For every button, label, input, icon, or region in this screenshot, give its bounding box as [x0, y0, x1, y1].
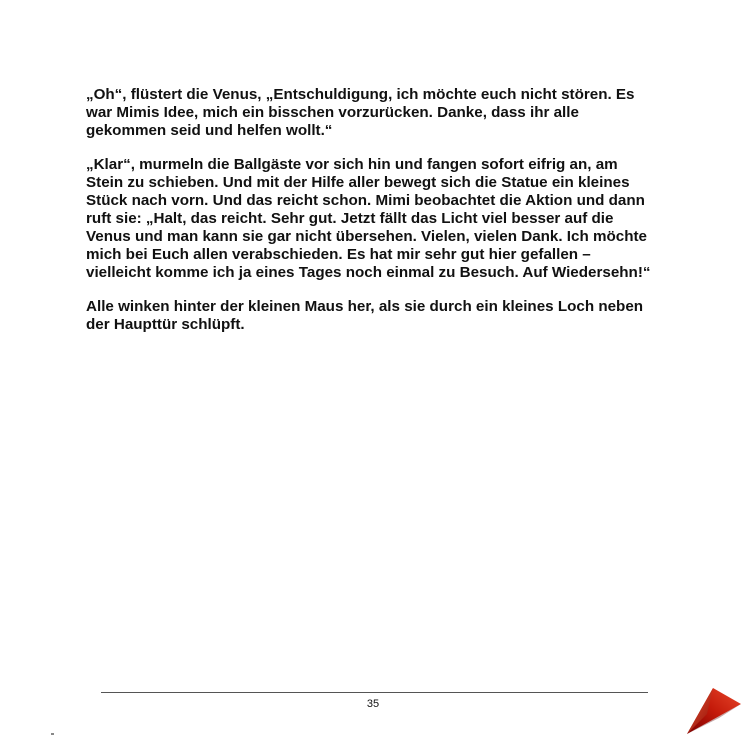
text-line: Venus und man kann sie gar nicht übersehen. Vielen, vielen Dank. Ich möchte	[86, 228, 647, 245]
text-line: „Oh“, flüstert die Venus, „Entschuldigung, ich möchte euch nicht stören. Es	[86, 86, 635, 103]
paragraph-2	[86, 156, 666, 282]
margin-mark	[51, 733, 54, 735]
page-number: 35	[366, 698, 380, 710]
text-line: Alle winken hinter der kleinen Maus her, als sie durch ein kleines Loch neben	[86, 298, 644, 315]
text-line: Stein zu schieben. Und mit der Hilfe aller bewegt sich die Statue ein kleines	[86, 174, 630, 191]
paragraph-3	[86, 298, 666, 334]
footer-divider	[101, 692, 648, 693]
body-text	[86, 86, 666, 350]
text-line: vielleicht komme ich ja eines Tages noch einmal zu Besuch. Auf Wiedersehn!“	[86, 264, 651, 281]
text-line: Stück nach vorn. Und das reicht schon. Mimi beobachtet die Aktion und dann	[86, 192, 645, 209]
text-line: „Klar“, murmeln die Ballgäste vor sich hin und fangen sofort eifrig an, am	[86, 156, 618, 173]
text-line: gekommen seid und helfen wollt.“	[86, 122, 333, 139]
text-line: der Haupttür schlüpft.	[86, 316, 245, 333]
text-line: ruft sie: „Halt, das reicht. Sehr gut. Jetzt fällt das Licht viel besser auf die	[86, 210, 614, 227]
paragraph-1	[86, 86, 666, 140]
text-line: war Mimis Idee, mich ein bisschen vorzurücken. Danke, dass ihr alle	[86, 104, 579, 121]
text-line: mich bei Euch allen verabschieden. Es hat mir sehr gut hier gefallen –	[86, 246, 591, 263]
page-curl-icon[interactable]	[683, 684, 743, 736]
